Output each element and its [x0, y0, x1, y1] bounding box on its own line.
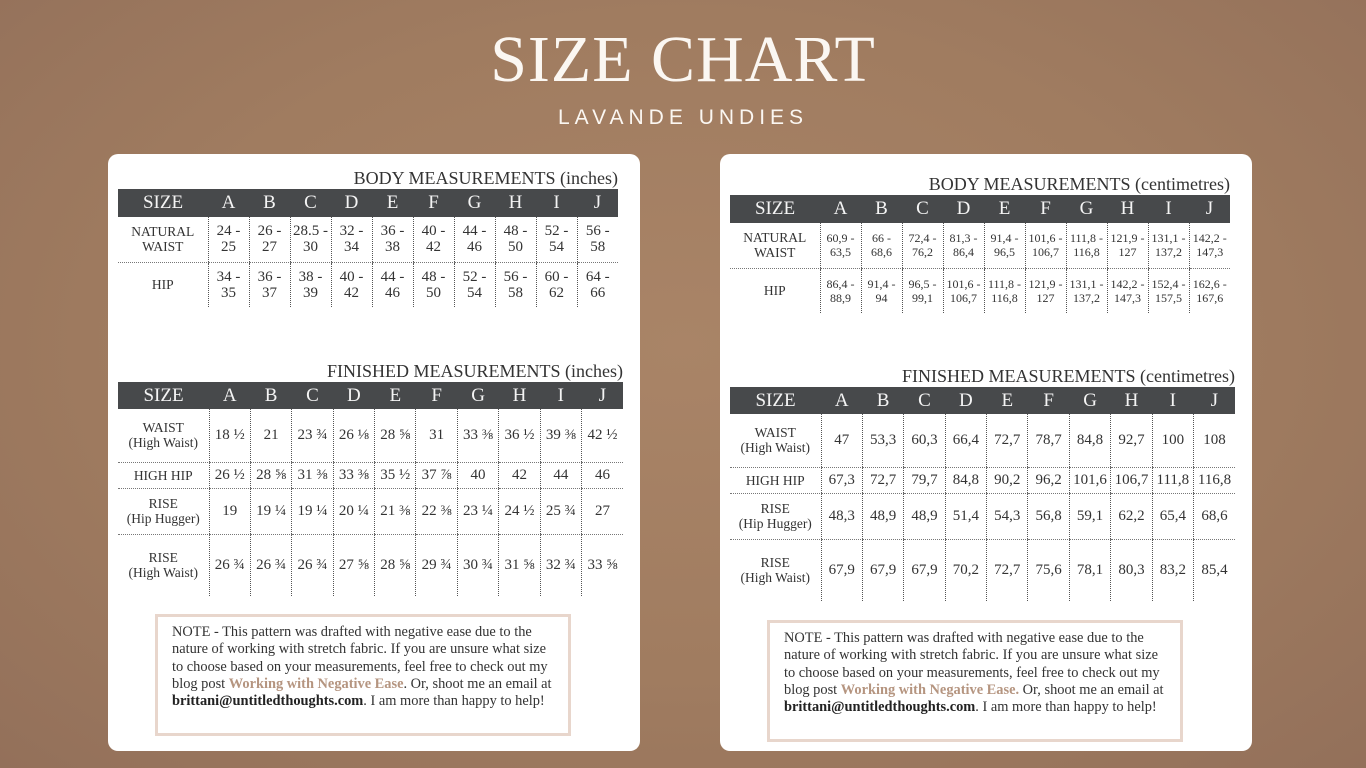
row-label-line: NATURAL: [743, 230, 807, 246]
table-cell: 25 ¾: [540, 488, 581, 534]
table-cell: 36 - 38: [372, 217, 413, 262]
table-cell: 21: [250, 409, 291, 462]
size-header-i: I: [1148, 195, 1189, 223]
table-cell: 31 ⅜: [292, 462, 333, 488]
table-cell: 48 - 50: [495, 217, 536, 262]
table-row: [118, 409, 623, 462]
table-cell: 85,4: [1194, 539, 1235, 601]
row-label-line: NATURAL: [131, 224, 195, 240]
table-cell: 96,2: [1028, 467, 1069, 493]
centimetres-body-title: BODY MEASUREMENTS (centimetres): [928, 174, 1230, 194]
table-row: [730, 493, 1235, 539]
size-header-e: E: [987, 387, 1028, 414]
size-header-b: B: [862, 387, 903, 414]
centimetres-chart-card: [720, 154, 1252, 751]
table-cell: 40: [457, 462, 498, 488]
table-cell: 37 ⅞: [416, 462, 457, 488]
size-header-g: G: [454, 189, 495, 217]
row-label: [730, 223, 820, 268]
table-cell: 32 - 34: [331, 217, 372, 262]
table-cell: 60,9 - 63,5: [820, 223, 861, 268]
size-header-d: D: [331, 189, 372, 217]
centimetres-finished-title: FINISHED MEASUREMENTS (centimetres): [902, 366, 1235, 386]
table-cell: 26 - 27: [249, 217, 290, 262]
centimetres-body-table: [730, 195, 1230, 313]
table-cell: 39 ⅜: [540, 409, 581, 462]
row-label: [118, 217, 208, 262]
inches-finished-title: FINISHED MEASUREMENTS (inches): [327, 361, 623, 381]
row-label: [118, 262, 208, 307]
row-label: [118, 534, 209, 596]
size-header-h: H: [499, 382, 540, 409]
table-cell: 111,8 - 116,8: [1066, 223, 1107, 268]
table-cell: 72,4 - 76,2: [902, 223, 943, 268]
table-cell: 29 ¾: [416, 534, 457, 596]
table-cell: 28.5 - 30: [290, 217, 331, 262]
table-cell: 66,4: [945, 414, 986, 467]
table-cell: 38 - 39: [290, 262, 331, 307]
table-cell: 33 ⅝: [582, 534, 623, 596]
size-header-c: C: [902, 195, 943, 223]
size-header-f: F: [413, 189, 454, 217]
email-link[interactable]: brittani@untitledthoughts.com: [784, 699, 976, 716]
size-header-h: H: [1107, 195, 1148, 223]
table-row: [118, 462, 623, 488]
inches-note: [155, 614, 571, 736]
table-cell: 47: [821, 414, 862, 467]
row-label: [730, 539, 821, 601]
row-label-line: (Hip Hugger): [738, 516, 812, 531]
row-label-line: (High Waist): [128, 565, 199, 581]
note-text: NOTE - This pattern was drafted with negative ease due to the nature of working with stretch fabric. If you are unsure what size to choose based on your measurements, feel free to check out my blog post: [784, 630, 1160, 698]
table-cell: 106,7: [1111, 467, 1152, 493]
centimetres-finished-section: [730, 365, 1235, 601]
table-cell: 24 ½: [499, 488, 540, 534]
table-cell: 28 ⅝: [250, 462, 291, 488]
size-header-c: C: [292, 382, 333, 409]
table-cell: 86,4 - 88,9: [820, 268, 861, 313]
size-column-header: SIZE: [730, 195, 820, 223]
table-cell: 48,9: [862, 493, 903, 539]
inches-finished-table: [118, 382, 623, 596]
table-cell: 31: [416, 409, 457, 462]
table-cell: 70,2: [945, 539, 986, 601]
table-cell: 100: [1152, 414, 1193, 467]
table-cell: 46: [582, 462, 623, 488]
centimetres-body-section: [730, 173, 1230, 313]
table-row: [118, 262, 618, 307]
inches-finished-section: [118, 360, 623, 596]
table-cell: 26 ¾: [250, 534, 291, 596]
table-cell: 52 - 54: [454, 262, 495, 307]
table-cell: 162,6 - 167,6: [1189, 268, 1230, 313]
table-cell: 67,9: [821, 539, 862, 601]
table-cell: 26 ¾: [209, 534, 250, 596]
row-label-line: WAIST: [142, 239, 184, 255]
table-cell: 60,3: [904, 414, 945, 467]
size-header-j: J: [582, 382, 623, 409]
size-header-a: A: [820, 195, 861, 223]
table-row: [118, 488, 623, 534]
size-header-g: G: [457, 382, 498, 409]
table-cell: 40 - 42: [331, 262, 372, 307]
table-cell: 51,4: [945, 493, 986, 539]
table-cell: 56 - 58: [577, 217, 618, 262]
note-text: . I am more than happy to help!: [363, 693, 545, 710]
table-cell: 26 ½: [209, 462, 250, 488]
size-header-e: E: [984, 195, 1025, 223]
note-text: . Or, shoot me an email at: [403, 675, 552, 692]
inches-body-title: BODY MEASUREMENTS (inches): [353, 168, 618, 188]
row-label: [118, 488, 209, 534]
size-header-d: D: [943, 195, 984, 223]
table-cell: 52 - 54: [536, 217, 577, 262]
table-cell: 92,7: [1111, 414, 1152, 467]
note-text: . I am more than happy to help!: [975, 699, 1157, 716]
row-label-line: WAIST: [754, 425, 796, 441]
table-cell: 32 ¾: [540, 534, 581, 596]
inches-chart-card: [108, 154, 640, 751]
table-cell: 101,6 - 106,7: [1025, 223, 1066, 268]
size-header-f: F: [1028, 387, 1069, 414]
table-cell: 72,7: [987, 539, 1028, 601]
table-cell: 36 - 37: [249, 262, 290, 307]
size-header-g: G: [1066, 195, 1107, 223]
table-cell: 142,2 - 147,3: [1189, 223, 1230, 268]
table-cell: 96,5 - 99,1: [902, 268, 943, 313]
size-column-header: SIZE: [118, 189, 208, 217]
size-header-j: J: [1189, 195, 1230, 223]
note-text: NOTE - This pattern was drafted with negative ease due to the nature of working with stretch fabric. If you are unsure what size to choose based on your measurements, feel free to check out my blog post: [172, 624, 548, 692]
table-cell: 59,1: [1069, 493, 1110, 539]
table-cell: 35 ½: [375, 462, 416, 488]
table-cell: 34 - 35: [208, 262, 249, 307]
table-cell: 56 - 58: [495, 262, 536, 307]
table-cell: 44: [540, 462, 581, 488]
table-row: [730, 414, 1235, 467]
table-cell: 79,7: [904, 467, 945, 493]
table-row: [730, 539, 1235, 601]
row-label: [118, 462, 209, 488]
table-cell: 152,4 - 157,5: [1148, 268, 1189, 313]
size-header-e: E: [372, 189, 413, 217]
table-cell: 48,9: [904, 493, 945, 539]
table-cell: 27: [582, 488, 623, 534]
table-cell: 30 ¾: [457, 534, 498, 596]
table-cell: 26 ¾: [292, 534, 333, 596]
table-cell: 36 ½: [499, 409, 540, 462]
table-cell: 18 ½: [209, 409, 250, 462]
table-cell: 62,2: [1111, 493, 1152, 539]
table-cell: 48 - 50: [413, 262, 454, 307]
table-cell: 31 ⅝: [499, 534, 540, 596]
centimetres-note: [767, 620, 1183, 742]
table-cell: 42 ½: [582, 409, 623, 462]
table-cell: 33 ⅜: [333, 462, 374, 488]
table-cell: 121,9 - 127: [1025, 268, 1066, 313]
table-cell: 44 - 46: [372, 262, 413, 307]
table-row: [730, 467, 1235, 493]
table-cell: 83,2: [1152, 539, 1193, 601]
table-row: [118, 217, 618, 262]
row-label: [730, 467, 821, 493]
email-link[interactable]: brittani@untitledthoughts.com: [172, 693, 364, 710]
row-label: [730, 268, 820, 313]
size-header-f: F: [416, 382, 457, 409]
size-header-b: B: [249, 189, 290, 217]
blog-post-link[interactable]: Working with Negative Ease: [228, 675, 404, 692]
page-title: SIZE CHART: [490, 23, 876, 96]
table-cell: 20 ¼: [333, 488, 374, 534]
table-cell: 26 ⅛: [333, 409, 374, 462]
row-label-line: RISE: [148, 496, 178, 511]
table-cell: 84,8: [945, 467, 986, 493]
row-label: [118, 409, 209, 462]
row-label: [730, 414, 821, 467]
table-cell: 91,4 - 96,5: [984, 223, 1025, 268]
inches-body-section: [118, 167, 618, 307]
size-header-i: I: [536, 189, 577, 217]
size-header-e: E: [375, 382, 416, 409]
table-cell: 23 ¾: [292, 409, 333, 462]
size-column-header: SIZE: [730, 387, 821, 414]
table-cell: 72,7: [862, 467, 903, 493]
centimetres-finished-table: [730, 387, 1235, 601]
table-cell: 27 ⅝: [333, 534, 374, 596]
table-cell: 116,8: [1194, 467, 1235, 493]
size-header-b: B: [250, 382, 291, 409]
row-label-line: (High Waist): [128, 435, 199, 451]
table-cell: 101,6: [1069, 467, 1110, 493]
table-cell: 42: [499, 462, 540, 488]
table-cell: 91,4 - 94: [861, 268, 902, 313]
table-cell: 67,3: [821, 467, 862, 493]
size-header-d: D: [333, 382, 374, 409]
table-cell: 81,3 - 86,4: [943, 223, 984, 268]
size-header-g: G: [1069, 387, 1110, 414]
table-cell: 72,7: [987, 414, 1028, 467]
size-header-c: C: [290, 189, 331, 217]
table-cell: 28 ⅝: [375, 409, 416, 462]
row-label-line: HIP: [763, 283, 786, 299]
size-header-f: F: [1025, 195, 1066, 223]
table-cell: 64 - 66: [577, 262, 618, 307]
row-label-line: WAIST: [754, 245, 796, 261]
table-cell: 60 - 62: [536, 262, 577, 307]
table-cell: 142,2 - 147,3: [1107, 268, 1148, 313]
row-label-line: HIGH HIP: [133, 467, 193, 483]
note-text: Or, shoot me an email at: [1019, 681, 1164, 698]
table-cell: 24 - 25: [208, 217, 249, 262]
table-cell: 78,7: [1028, 414, 1069, 467]
size-header-h: H: [1111, 387, 1152, 414]
row-label-line: RISE: [760, 501, 790, 516]
table-row: [118, 534, 623, 596]
table-cell: 19 ¼: [250, 488, 291, 534]
page-subtitle: LAVANDE UNDIES: [557, 106, 809, 129]
row-label-line: (Hip Hugger): [126, 511, 200, 526]
table-cell: 22 ⅜: [416, 488, 457, 534]
table-cell: 67,9: [904, 539, 945, 601]
size-header-d: D: [945, 387, 986, 414]
table-cell: 66 - 68,6: [861, 223, 902, 268]
table-cell: 108: [1194, 414, 1235, 467]
table-cell: 56,8: [1028, 493, 1069, 539]
row-label-line: (High Waist): [740, 440, 811, 456]
table-cell: 65,4: [1152, 493, 1193, 539]
size-header-h: H: [495, 189, 536, 217]
table-row: [730, 223, 1230, 268]
row-label-line: (High Waist): [740, 570, 811, 586]
table-cell: 131,1 - 137,2: [1066, 268, 1107, 313]
row-label-line: HIP: [151, 277, 174, 293]
table-row: [730, 268, 1230, 313]
table-cell: 28 ⅝: [375, 534, 416, 596]
size-header-a: A: [208, 189, 249, 217]
size-header-b: B: [861, 195, 902, 223]
table-cell: 68,6: [1194, 493, 1235, 539]
table-cell: 80,3: [1111, 539, 1152, 601]
table-cell: 21 ⅜: [375, 488, 416, 534]
table-cell: 84,8: [1069, 414, 1110, 467]
table-cell: 44 - 46: [454, 217, 495, 262]
row-label-line: HIGH HIP: [745, 472, 805, 488]
size-header-a: A: [209, 382, 250, 409]
size-column-header: SIZE: [118, 382, 209, 409]
table-cell: 23 ¼: [457, 488, 498, 534]
table-cell: 111,8: [1152, 467, 1193, 493]
table-cell: 131,1 - 137,2: [1148, 223, 1189, 268]
table-cell: 33 ⅜: [457, 409, 498, 462]
table-cell: 121,9 - 127: [1107, 223, 1148, 268]
size-header-c: C: [904, 387, 945, 414]
size-header-j: J: [1194, 387, 1235, 414]
table-cell: 78,1: [1069, 539, 1110, 601]
table-cell: 75,6: [1028, 539, 1069, 601]
table-cell: 90,2: [987, 467, 1028, 493]
table-cell: 67,9: [862, 539, 903, 601]
table-cell: 53,3: [862, 414, 903, 467]
row-label-line: RISE: [760, 555, 790, 571]
size-header-i: I: [1152, 387, 1193, 414]
size-header-i: I: [540, 382, 581, 409]
table-cell: 40 - 42: [413, 217, 454, 262]
size-header-a: A: [821, 387, 862, 414]
table-cell: 48,3: [821, 493, 862, 539]
table-cell: 19: [209, 488, 250, 534]
table-cell: 111,8 - 116,8: [984, 268, 1025, 313]
size-header-j: J: [577, 189, 618, 217]
table-cell: 101,6 - 106,7: [943, 268, 984, 313]
row-label: [730, 493, 821, 539]
table-cell: 19 ¼: [292, 488, 333, 534]
row-label-line: RISE: [148, 550, 178, 566]
inches-body-table: [118, 189, 618, 307]
blog-post-link[interactable]: Working with Negative Ease.: [840, 681, 1020, 698]
row-label-line: WAIST: [142, 420, 184, 436]
table-cell: 54,3: [987, 493, 1028, 539]
